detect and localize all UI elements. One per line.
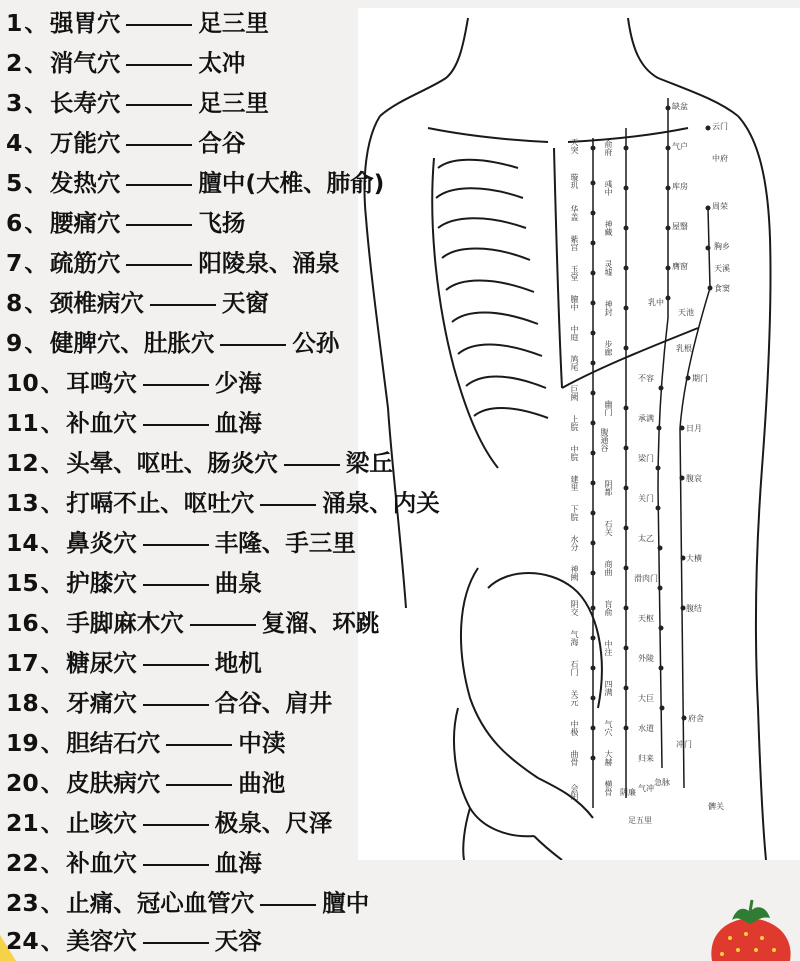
list-item: 2、消气穴 太冲 (6, 49, 246, 77)
point-label: 阴廉 (620, 788, 636, 797)
point-label: 鸠尾 (570, 355, 579, 371)
point-label: 气户 (672, 142, 688, 151)
point-label: 大赫 (604, 750, 613, 766)
point-label: 库房 (672, 182, 688, 191)
point-label: 灵墟 (604, 260, 613, 276)
list-item: 12、头晕、呕吐、肠炎穴 梁丘 (6, 449, 393, 477)
point-label: 天溪 (714, 264, 730, 273)
point-label: 大横 (686, 554, 702, 563)
list-item: 22、补血穴 血海 (6, 849, 262, 877)
point-label: 石关 (604, 520, 613, 536)
point-label: 阴都 (604, 480, 613, 496)
point-label: 华盖 (570, 205, 579, 221)
point-label: 梁门 (638, 454, 654, 463)
list-item: 14、鼻炎穴 丰隆、手三里 (6, 529, 356, 557)
point-label: 璇玑 (570, 173, 579, 189)
list-item: 13、打嗝不止、呕吐穴 涌泉、内关 (6, 489, 440, 517)
point-label: 关门 (638, 494, 654, 503)
list-item: 11、补血穴 血海 (6, 409, 262, 437)
point-label: 期门 (692, 374, 708, 383)
point-label: 建里 (570, 475, 579, 491)
list-item: 8、颈椎病穴 天窗 (6, 289, 269, 317)
list-item: 15、护膝穴 曲泉 (6, 569, 262, 597)
point-label: 大巨 (638, 694, 654, 703)
list-item: 24、美容穴 天容 (6, 927, 262, 955)
list-item: 23、止痛、冠心血管穴 膻中 (6, 889, 370, 917)
point-label: 天池 (678, 308, 694, 317)
point-label: 关元 (570, 690, 579, 706)
point-label: 气穴 (604, 720, 613, 736)
point-label: 俞府 (604, 140, 613, 156)
point-label: 食窦 (714, 284, 730, 293)
list-item: 16、手脚麻木穴 复溜、环跳 (6, 609, 380, 637)
list-item: 20、皮肤病穴 曲池 (6, 769, 286, 797)
point-label: 神藏 (604, 220, 613, 236)
point-label: 天枢 (638, 614, 654, 623)
point-label: 中府 (712, 154, 728, 163)
list-item: 21、止咳穴 极泉、尺泽 (6, 809, 333, 837)
point-label: 四满 (604, 680, 613, 696)
list-item: 19、胆结石穴 中渎 (6, 729, 286, 757)
point-label: 乳根 (676, 344, 692, 353)
list-item: 10、耳鸣穴 少海 (6, 369, 262, 397)
point-label: 膺窗 (672, 262, 688, 271)
point-label: 石门 (570, 660, 579, 676)
point-label: 横骨 (604, 780, 613, 796)
list-item: 5、发热穴 膻中(大椎、肺俞) (6, 169, 385, 197)
point-label: 下脘 (570, 505, 579, 521)
point-label: 归来 (638, 754, 654, 763)
point-label: 中脘 (570, 445, 579, 461)
point-label: 肓俞 (604, 600, 613, 616)
list-item: 1、强胃穴 足三里 (6, 9, 269, 37)
point-label: 滑肉门 (634, 574, 658, 583)
point-label: 气冲 (638, 784, 654, 793)
point-label: 缺盆 (672, 102, 688, 111)
point-label: 水道 (638, 724, 654, 733)
point-label: 周荣 (712, 202, 728, 211)
point-label: 步廊 (604, 340, 613, 356)
point-label: 胸乡 (714, 242, 730, 251)
point-label: 云门 (712, 122, 728, 131)
list-item: 6、腰痛穴 飞扬 (6, 209, 246, 237)
point-label: 水分 (570, 535, 579, 551)
point-label: 不容 (638, 374, 654, 383)
point-label: 神阙 (570, 565, 579, 581)
list-item: 9、健脾穴、肚胀穴 公孙 (6, 329, 340, 357)
strawberry-icon (702, 898, 800, 961)
point-label: 中庭 (570, 325, 579, 341)
point-label: 太乙 (638, 534, 654, 543)
point-label: 日月 (686, 424, 702, 433)
point-label: 紫宫 (570, 235, 579, 251)
point-label: 急脉 (654, 778, 670, 787)
point-label: 气海 (570, 630, 579, 646)
point-label: 膻中 (570, 295, 579, 311)
list-item: 18、牙痛穴 合谷、肩井 (6, 689, 333, 717)
point-label: 府舍 (688, 714, 704, 723)
point-label: 乳中 (648, 298, 664, 307)
point-label: 巨阙 (570, 385, 579, 401)
point-label: 彧中 (604, 180, 613, 196)
point-label: 商曲 (604, 560, 613, 576)
point-label: 腹结 (686, 604, 702, 613)
list-item: 7、疏筋穴 阳陵泉、涌泉 (6, 249, 340, 277)
list-item: 17、糖尿穴 地机 (6, 649, 262, 677)
list-item: 4、万能穴 合谷 (6, 129, 246, 157)
point-label: 玉堂 (570, 265, 579, 281)
point-label: 会阴 (570, 784, 579, 800)
list-item: 3、长寿穴 足三里 (6, 89, 269, 117)
point-label: 外陵 (638, 654, 654, 663)
point-label: 阴交 (570, 600, 579, 616)
point-label: 中极 (570, 720, 579, 736)
point-label: 曲骨 (570, 750, 579, 766)
point-label: 承满 (638, 414, 654, 423)
point-label: 中注 (604, 640, 613, 656)
point-label: 足五里 (628, 816, 652, 825)
point-label: 天突 (570, 138, 579, 154)
point-label: 上脘 (570, 415, 579, 431)
point-label: 腹哀 (686, 474, 702, 483)
point-label: 腹通谷 (600, 428, 609, 452)
point-label: 幽门 (604, 400, 613, 416)
point-label: 冲门 (676, 740, 692, 749)
point-label: 髀关 (708, 802, 724, 811)
point-label: 屋翳 (672, 222, 688, 231)
point-label: 神封 (604, 300, 613, 316)
